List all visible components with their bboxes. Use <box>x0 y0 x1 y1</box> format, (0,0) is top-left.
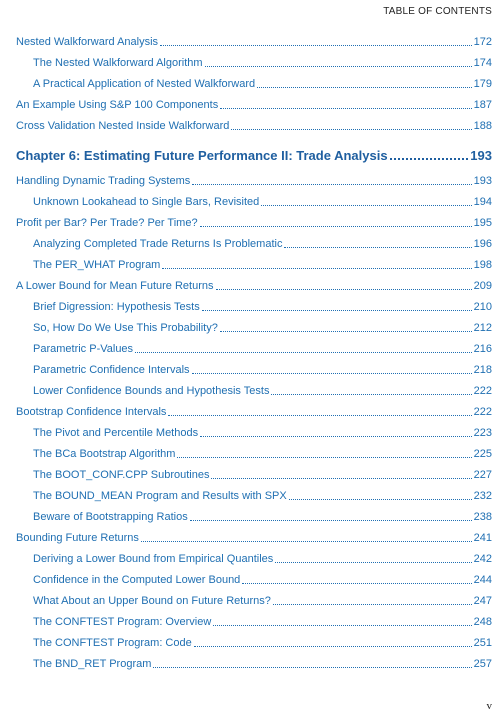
toc-entry-page: 187 <box>473 99 492 111</box>
toc-entry-title: Nested Walkforward Analysis <box>16 36 159 48</box>
dot-leader <box>153 667 471 668</box>
toc-entry[interactable] <box>16 545 492 566</box>
dot-leader <box>211 478 471 479</box>
toc-entry-title: Cross Validation Nested Inside Walkforward <box>16 120 230 132</box>
toc-entry-page: 212 <box>473 322 492 334</box>
toc-entry-page: 248 <box>473 616 492 628</box>
toc-entry[interactable] <box>16 272 492 293</box>
dot-leader <box>194 646 472 647</box>
toc-entry-page: 198 <box>473 259 492 271</box>
dot-leader <box>141 541 472 542</box>
dot-leader <box>216 289 472 290</box>
toc-entry-page: 172 <box>473 36 492 48</box>
dot-leader <box>177 457 471 458</box>
toc-entry-page: 225 <box>473 448 492 460</box>
toc-entry-title: Parametric P-Values <box>33 343 134 355</box>
toc-entry-title: Confidence in the Computed Lower Bound <box>33 574 241 586</box>
toc-entry-title: Unknown Lookahead to Single Bars, Revisited <box>33 196 260 208</box>
toc-entry-title: So, How Do We Use This Probability? <box>33 322 218 334</box>
toc-entry[interactable] <box>16 230 492 251</box>
toc-entry[interactable] <box>16 70 492 91</box>
toc-entry-page: 174 <box>473 57 492 69</box>
toc-entry-page: 194 <box>473 196 492 208</box>
toc-entry[interactable] <box>16 461 492 482</box>
toc-entry-page: 223 <box>473 427 492 439</box>
toc-entry-title: Lower Confidence Bounds and Hypothesis Tests <box>33 385 270 397</box>
dot-leader <box>220 331 472 332</box>
toc-entry[interactable] <box>16 650 492 671</box>
toc-entry-page: 257 <box>473 658 492 670</box>
toc-entry[interactable] <box>16 251 492 272</box>
toc-entry-page: 251 <box>473 637 492 649</box>
dot-leader <box>162 268 471 269</box>
toc-entry-title: The BOOT_CONF.CPP Subroutines <box>33 469 210 481</box>
dot-leader <box>273 604 472 605</box>
page-number: v <box>486 700 492 712</box>
dot-leader <box>390 158 469 160</box>
toc-entry[interactable] <box>16 377 492 398</box>
dot-leader <box>275 562 471 563</box>
toc-entry-page: 242 <box>473 553 492 565</box>
toc-entry-title: Handling Dynamic Trading Systems <box>16 175 191 187</box>
running-header: TABLE OF CONTENTS <box>383 6 492 17</box>
toc-entry-page: 244 <box>473 574 492 586</box>
toc-entry-title: Chapter 6: Estimating Future Performance II: Trade Analysis <box>16 148 388 163</box>
dot-leader <box>242 583 471 584</box>
toc-entry-title: A Practical Application of Nested Walkforward <box>33 78 256 90</box>
dot-leader <box>220 108 471 109</box>
toc-entry[interactable] <box>16 587 492 608</box>
toc-chapter-entry[interactable] <box>16 133 492 167</box>
toc-entry-title: A Lower Bound for Mean Future Returns <box>16 280 214 292</box>
toc-entry[interactable] <box>16 91 492 112</box>
dot-leader <box>160 45 472 46</box>
toc-entry-page: 179 <box>473 78 492 90</box>
toc-entry-page: 195 <box>473 217 492 229</box>
dot-leader <box>135 352 472 353</box>
toc-entry-title: Bootstrap Confidence Intervals <box>16 406 167 418</box>
toc-entry-title: An Example Using S&P 100 Components <box>16 99 219 111</box>
toc-entry-title: The PER_WHAT Program <box>33 259 161 271</box>
dot-leader <box>200 226 472 227</box>
toc-entry[interactable] <box>16 188 492 209</box>
toc-entry-page: 227 <box>473 469 492 481</box>
toc-entry[interactable] <box>16 167 492 188</box>
toc-entry[interactable] <box>16 419 492 440</box>
toc-entry[interactable] <box>16 293 492 314</box>
dot-leader <box>205 66 472 67</box>
toc-entry-page: 188 <box>473 120 492 132</box>
toc-entry[interactable] <box>16 629 492 650</box>
dot-leader <box>190 520 472 521</box>
toc-entry-page: 238 <box>473 511 492 523</box>
toc-entry-title: The CONFTEST Program: Code <box>33 637 192 649</box>
toc-entry[interactable] <box>16 314 492 335</box>
toc-entry[interactable] <box>16 49 492 70</box>
toc-entry-page: 247 <box>473 595 492 607</box>
toc-entry-title: Brief Digression: Hypothesis Tests <box>33 301 200 313</box>
toc-entry-title: Bounding Future Returns <box>16 532 139 544</box>
toc-entry[interactable] <box>16 356 492 377</box>
toc-entry[interactable] <box>16 608 492 629</box>
toc-entry-page: 222 <box>473 385 492 397</box>
toc-entry[interactable] <box>16 503 492 524</box>
toc-entry-title: The BCa Bootstrap Algorithm <box>33 448 176 460</box>
toc-entry-page: 209 <box>473 280 492 292</box>
toc-entry[interactable] <box>16 112 492 133</box>
toc-entry[interactable] <box>16 209 492 230</box>
toc-entry-title: Analyzing Completed Trade Returns Is Problematic <box>33 238 283 250</box>
toc-entry-page: 232 <box>473 490 492 502</box>
toc-entry[interactable] <box>16 28 492 49</box>
toc-entry[interactable] <box>16 398 492 419</box>
dot-leader <box>202 310 472 311</box>
toc-entry-title: The BOUND_MEAN Program and Results with SPX <box>33 490 287 502</box>
toc-entry-title: Beware of Bootstrapping Ratios <box>33 511 188 523</box>
dot-leader <box>192 373 472 374</box>
toc-entry-title: What About an Upper Bound on Future Returns? <box>33 595 271 607</box>
toc-entry-title: The BND_RET Program <box>33 658 152 670</box>
dot-leader <box>213 625 471 626</box>
toc-entry-page: 216 <box>473 343 492 355</box>
toc-entry-title: Profit per Bar? Per Trade? Per Time? <box>16 217 198 229</box>
toc-entry[interactable] <box>16 524 492 545</box>
dot-leader <box>168 415 471 416</box>
dot-leader <box>200 436 472 437</box>
toc-entry[interactable] <box>16 440 492 461</box>
toc-entry[interactable] <box>16 335 492 356</box>
toc-entry-page: 241 <box>473 532 492 544</box>
dot-leader <box>257 87 472 88</box>
toc-entry-title: The CONFTEST Program: Overview <box>33 616 212 628</box>
dot-leader <box>289 499 472 500</box>
dot-leader <box>192 184 471 185</box>
dot-leader <box>271 394 471 395</box>
toc-entry[interactable] <box>16 482 492 503</box>
dot-leader <box>284 247 471 248</box>
toc-entry-title: The Nested Walkforward Algorithm <box>33 57 203 69</box>
dot-leader <box>261 205 471 206</box>
toc-entry[interactable] <box>16 566 492 587</box>
toc-entry-page: 210 <box>473 301 492 313</box>
toc-entry-title: Deriving a Lower Bound from Empirical Quantiles <box>33 553 274 565</box>
toc-entry-title: Parametric Confidence Intervals <box>33 364 190 376</box>
toc-entry-page: 193 <box>473 175 492 187</box>
toc-entry-page: 193 <box>470 148 492 163</box>
toc-entry-page: 196 <box>473 238 492 250</box>
dot-leader <box>231 129 471 130</box>
toc-entry-title: The Pivot and Percentile Methods <box>33 427 199 439</box>
table-of-contents <box>16 28 492 671</box>
toc-entry-page: 218 <box>473 364 492 376</box>
toc-entry-page: 222 <box>473 406 492 418</box>
